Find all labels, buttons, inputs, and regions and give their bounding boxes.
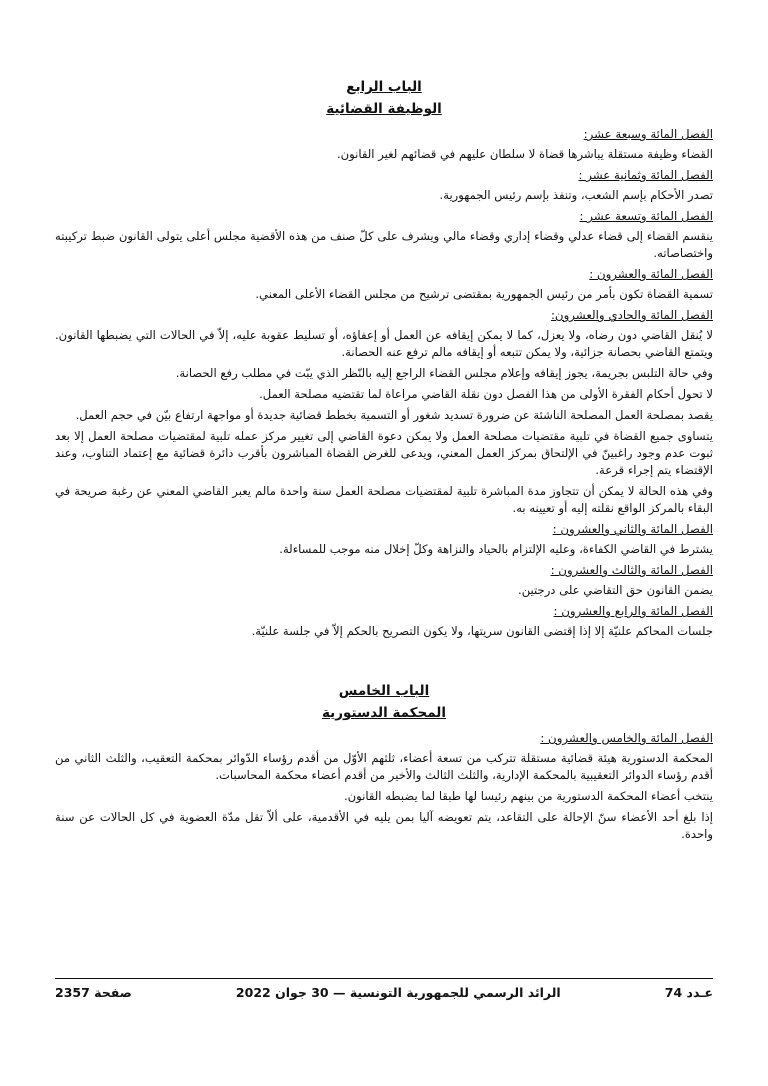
chapter-paragraph: يقصد بمصلحة العمل المصلحة الناشئة عن ضرورة تسديد شغور أو التسمية بخطط قضائية جديدة أو مواجهة ارتفاع بيّن في حجم العمل.	[75, 408, 713, 422]
section4-subtitle: الوظيفة القضائية	[326, 101, 442, 117]
chapter-paragraph: يتساوى جميع القضاة في تلبية مقتضيات مصلحة العمل ولا يمكن دعوة القاضي إلى تغيير مركز عمله تلبية لمقتضيات مصلحة العمل إلا بعد ثبوت عدم وجود راغبينّ في الإلتحاق بمركز العمل المعني، ويدعى للغرض القضاة المباشرون بأقرب دائرة قضائية مع إعتماد التناوب، وعند الإقتضاء يتم إجراء قرعة.	[55, 429, 713, 477]
chapter-heading: الفصل المائة والثاني والعشرون :	[552, 522, 713, 536]
chapter-heading: الفصل المائة والخامس والعشرون :	[540, 731, 713, 745]
chapter-paragraph: وفي هذه الحالة لا يمكن أن تتجاوز مدة المباشرة تلبية لمقتضيات مصلحة العمل سنة واحدة مالم يعبر القاضي المعني عن رغبة صريحة في البقاء بالمركز الواقع نقلته إليه أو تعيينه به.	[55, 484, 713, 515]
chapter-paragraph: يشترط في القاضي الكفاءة، وعليه الإلتزام بالحياد والنزاهة وكلّ إخلال منه موجب للمساءلة.	[279, 542, 713, 556]
chapter-paragraph: جلسات المحاكم علنيّة إلا إذا إقتضى القانون سريتها، ولا يكون التصريح بالحكم إلاّ في جلسة علنيّة.	[251, 624, 713, 638]
chapter-paragraph: لا تحول أحكام الفقرة الأولى من هذا الفصل دون نقلة القاضي مراعاة لما تقتضيه مصلحة العمل.	[259, 387, 713, 401]
page-number: صفحة 2357	[55, 985, 132, 1000]
chapter-paragraph: ينقسم القضاء إلى قضاء عدلي وقضاء إداري وقضاء مالي ويشرف على كلّ صنف من هذه الأقضية مجلس أعلى يتولى القانون ضبط تركيبته واختصاصاته.	[55, 229, 713, 260]
chapter-heading: الفصل المائة والحادي والعشرون:	[550, 308, 713, 322]
section4-content	[55, 126, 713, 640]
chapter-heading: الفصل المائة وسبعة عشر:	[583, 127, 713, 141]
section5-content	[55, 730, 713, 843]
chapter-heading: الفصل المائة والرابع والعشرون :	[553, 604, 713, 618]
page-footer	[55, 978, 713, 1000]
chapter-paragraph: يضمن القانون حق التقاضي على درجتين.	[518, 583, 713, 597]
chapter-heading: الفصل المائة والعشرون :	[589, 267, 713, 281]
chapter-paragraph: تسمية القضاة تكون بأمر من رئيس الجمهورية بمقتضى ترشيح من مجلس القضاء الأعلى المعني.	[255, 287, 713, 301]
section4-title: الباب الرابع	[346, 79, 422, 95]
document-body	[55, 76, 713, 847]
chapter-paragraph: لا يُنقل القاضي دون رضاه، ولا يعزل، كما لا يمكن إيقافه عن العمل أو إعفاؤه، أو تسليط عقوبة عليه، إلاّ في الحالات التي يضبطها القانون. ويتمتع القاضي بحصانة جزائية، ولا يمكن تتبعه أو إيقافه مالم ترفع عنه الحصانة.	[55, 328, 713, 359]
chapter-paragraph: إذا بلغ أحد الأعضاء سنّ الإحالة على التقاعد، يتم تعويضه آليا بمن يليه في الأقدمية، على ألاّ تقل مدّة العضوية في كل الحالات عن سنة واحدة.	[55, 810, 713, 841]
chapter-paragraph: وفي حالة التلبس بجريمة، يجوز إيقافه وإعلام مجلس القضاء الراجع إليه بالنّظر الذي يبّت في مطلب رفع الحصانة.	[175, 366, 713, 380]
chapter-paragraph: ينتخب أعضاء المحكمة الدستورية من بينهم رئيسا لها طبقا لما يضبطه القانون.	[343, 789, 713, 803]
chapter-heading: الفصل المائة وتسعة عشر :	[579, 209, 713, 223]
section5-subtitle: المحكمة الدستورية	[321, 705, 447, 721]
chapter-paragraph: تصدر الأحكام بإسم الشعب، وتنفذ بإسم رئيس الجمهورية.	[439, 188, 713, 202]
chapter-heading: الفصل المائة وثمانية عشر :	[578, 168, 713, 182]
section5-title: الباب الخامس	[338, 683, 430, 699]
chapter-heading: الفصل المائة والثالث والعشرون :	[550, 563, 713, 577]
issue-number: عـدد 74	[664, 985, 713, 1000]
chapter-paragraph: المحكمة الدستورية هيئة قضائية مستقلة تتركب من تسعة أعضاء، ثلثهم الأوّل من أقدم رؤساء الدّوائر بمحكمة التعقيب، والثلث الثاني من أقدم رؤساء الدوائر التعقيبية بالمحكمة الإدارية، والثلث الثالث والأخير من أقدم أعضاء محكمة المحاسبات.	[55, 751, 713, 782]
gazette-title: الرائد الرسمي للجمهورية التونسية — 30 جوان 2022	[235, 985, 561, 1000]
chapter-paragraph: القضاء وظيفة مستقلة يباشرها قضاة لا سلطان عليهم في قضائهم لغير القانون.	[336, 147, 713, 161]
